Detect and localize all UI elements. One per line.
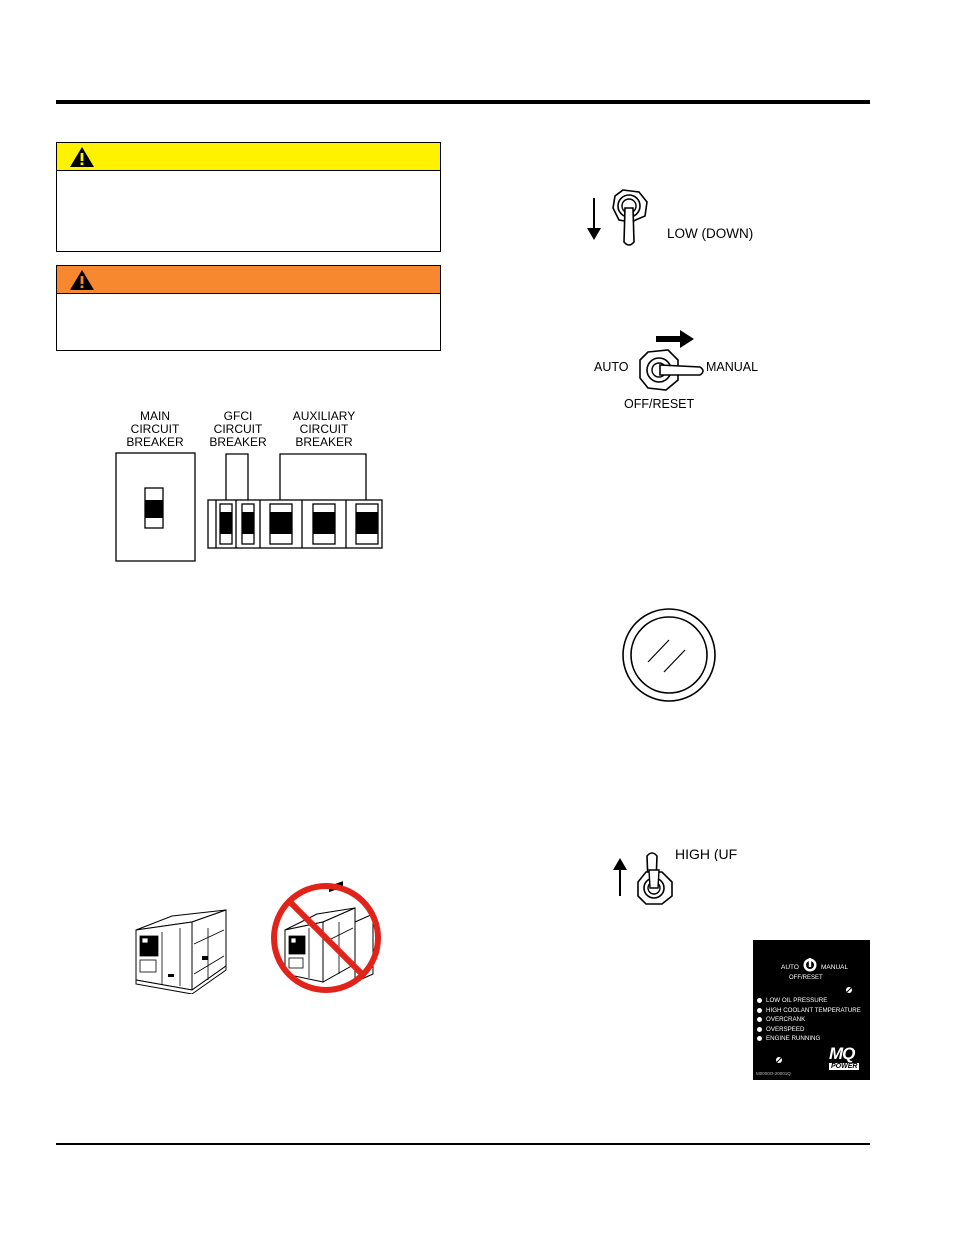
indicator-label: HIGH COOLANT TEMPERATURE [766, 1006, 861, 1014]
aux-breaker-label-line: AUXILIARY [292, 409, 356, 423]
mode-selector-switch-diagram [634, 328, 706, 398]
mode-auto-label: AUTO [594, 360, 629, 374]
circuit-breaker-diagram [110, 448, 400, 568]
indicator-lamp-icon [757, 1027, 762, 1032]
panel-mode-switch-icon [802, 956, 818, 974]
bottom-rule [56, 1143, 870, 1145]
indicator-lamp-icon [757, 1036, 762, 1041]
indicator-label: OVERSPEED [766, 1025, 805, 1033]
gfci-breaker-label-line: GFCI [223, 409, 253, 423]
switch-high-label: HIGH (UF [675, 848, 738, 861]
aux-breaker-label [283, 410, 365, 449]
warning-triangle-icon [69, 269, 95, 291]
indicator-lamp-icon [757, 1017, 762, 1022]
indicator-label: LOW OIL PRESSURE [766, 997, 828, 1004]
mode-manual-label: MANUAL [706, 360, 759, 374]
panel-indicator-row [757, 997, 869, 1007]
round-lamp-diagram [622, 606, 732, 704]
main-breaker-label-line: CIRCUIT [130, 422, 180, 436]
panel-manual-label: MANUAL [821, 964, 849, 971]
generator-doors-closed-illustration [132, 894, 232, 994]
aux-breaker-label-line: CIRCUIT [299, 422, 349, 436]
warning-header-bar [57, 266, 440, 294]
warning-box [56, 265, 441, 351]
brand-logo-power: POWER [831, 1063, 858, 1070]
panel-indicator-list [757, 997, 869, 1045]
switch-low-label: LOW (DOWN) [667, 226, 754, 241]
panel-indicator-row [757, 1016, 869, 1026]
panel-knob-icon [775, 1056, 783, 1064]
brand-logo-mq: MQ [829, 1044, 855, 1063]
main-breaker-label [115, 410, 195, 449]
caution-box [56, 142, 441, 252]
main-breaker-label-line: MAIN [140, 409, 170, 423]
panel-off-reset-label: OFF/RESET [789, 975, 823, 981]
arrow-up-icon [613, 858, 627, 896]
main-breaker-label-line: BREAKER [126, 435, 184, 449]
indicator-lamp-icon [757, 1008, 762, 1013]
control-panel-decal [753, 940, 870, 1080]
warning-triangle-icon [69, 146, 95, 168]
panel-part-number: M0000O-20001Q [756, 1071, 791, 1076]
indicator-lamp-icon [757, 998, 762, 1003]
indicator-label: ENGINE RUNNING [766, 1035, 821, 1042]
panel-knob-icon [845, 986, 853, 994]
arrow-down-icon [587, 198, 601, 240]
arrow-right-icon [656, 330, 694, 348]
indicator-label: OVERCRANK [766, 1016, 806, 1023]
panel-indicator-row [757, 1007, 869, 1017]
top-rule [56, 100, 870, 104]
caution-header-bar [57, 143, 440, 171]
panel-auto-label: AUTO [781, 964, 799, 971]
gfci-breaker-label [206, 410, 270, 449]
panel-indicator-row [757, 1026, 869, 1036]
gfci-breaker-label-line: CIRCUIT [213, 422, 263, 436]
gfci-breaker-label-line: BREAKER [209, 435, 267, 449]
aux-breaker-label-line: BREAKER [295, 435, 353, 449]
mode-off-reset-label: OFF/RESET [624, 397, 695, 411]
generator-doors-open-prohibited-illustration [269, 878, 385, 998]
toggle-switch-low-diagram [583, 186, 659, 250]
